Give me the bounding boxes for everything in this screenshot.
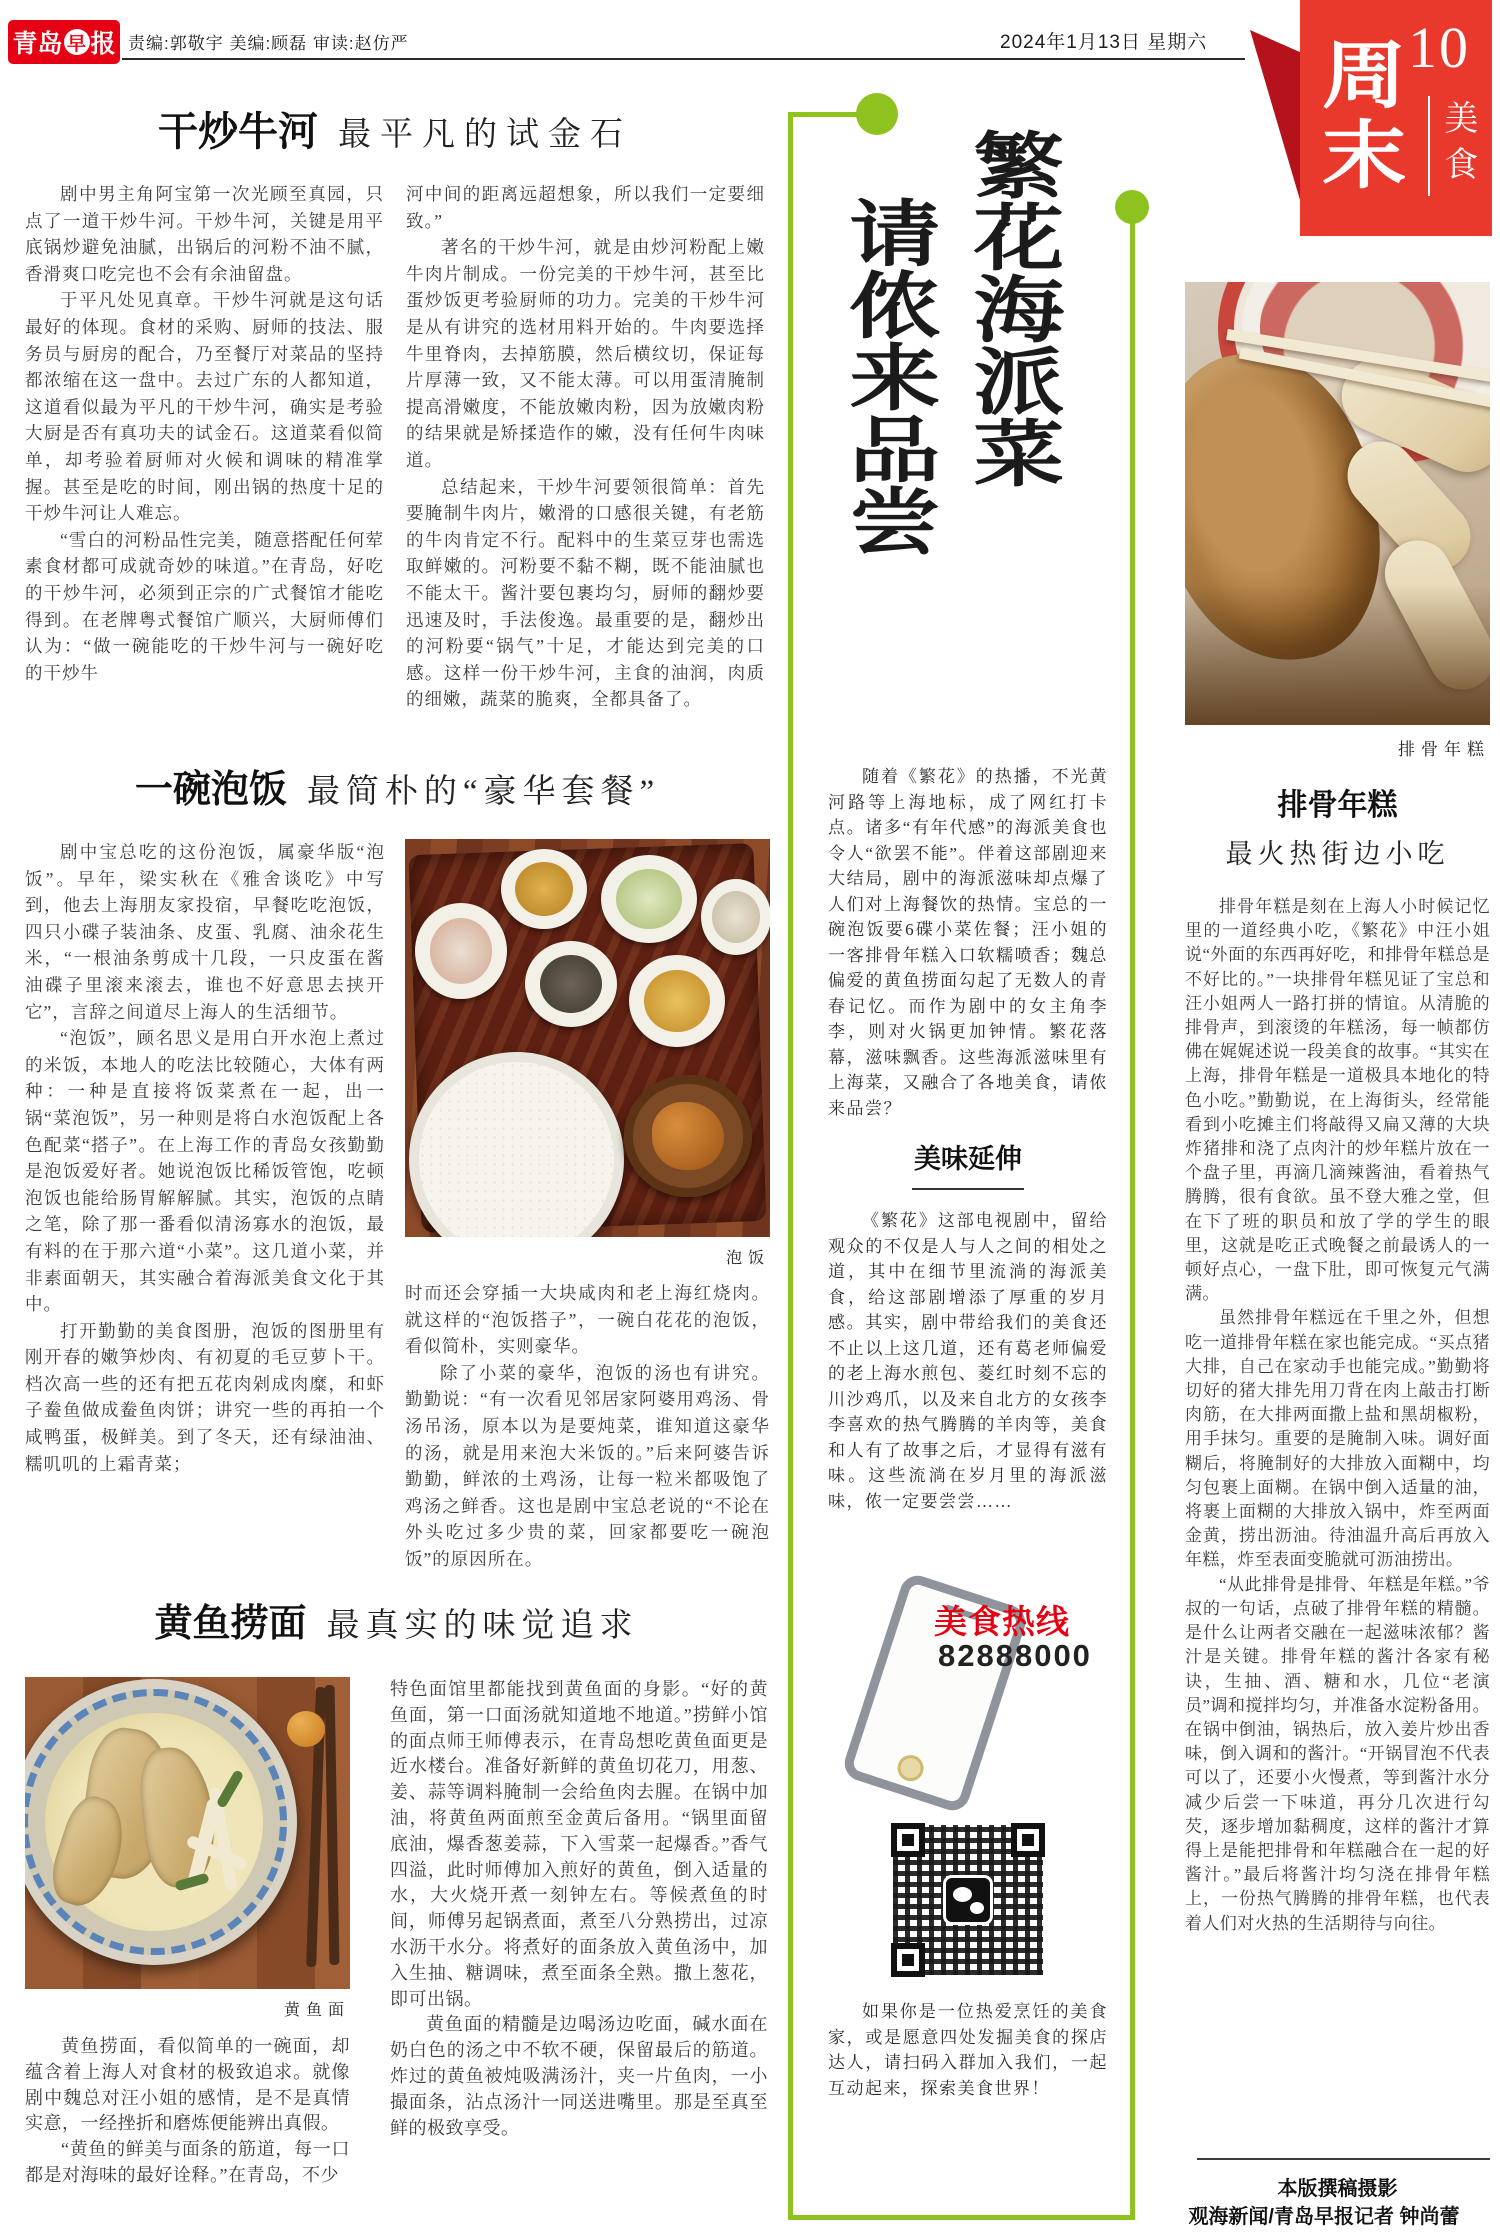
- body-paragraph: 剧中男主角阿宝第一次光顾至真园，只点了一道干炒牛河。干炒牛河，关键是用平底锅炒避免油腻，出锅后的河粉不油不腻，香滑爽口吃完也不会有余油留盘。: [25, 184, 384, 284]
- credit-line: 观海新闻/青岛早报记者 钟尚蕾: [1188, 2206, 1460, 2228]
- masthead-logo: [8, 20, 120, 64]
- article-title: 黄鱼捞面: [154, 1603, 307, 1645]
- body-paragraph: 剧中宝总吃的这份泡饭，属豪华版“泡饭”。早年，梁实秋在《雅舍谈吃》中写到，他去上海朋友家投宿，早餐吃吃泡饭，四只小碟子装油条、皮蛋、乳腐、油氽花生米，“一根油条剪成十几段，一只皮蛋在酱油碟子里滚来滚去，谁也不好意思去挟开它”，言辞之间道尽上海人的生活细节。: [25, 842, 385, 1022]
- body-paragraph: “黄鱼的鲜美与面条的筋道，每一口都是对海味的最好诠释。”在青岛，不少: [25, 2139, 350, 2185]
- green-frame-bottom: [788, 2215, 1135, 2220]
- extend-section-title: 美味延伸: [914, 1144, 1022, 1174]
- green-dot: [1115, 190, 1149, 224]
- side-dish: [525, 941, 617, 1027]
- article-paigu-body: [1185, 895, 1490, 2145]
- banner-section-label: 美食: [1438, 100, 1476, 192]
- sauce-shadow: [1185, 585, 1490, 725]
- article-title: 一碗泡饭: [134, 769, 287, 811]
- body-paragraph: 时而还会穿插一大块咸肉和老上海红烧肉。就这样的“泡饭搭子”，一碗白花花的泡饭，看似简朴，实则豪华。: [405, 1283, 770, 1357]
- article-subtitle: 最真实的味觉追求: [326, 1608, 639, 1644]
- body-paragraph: 特色面馆里都能找到黄鱼面的身影。“好的黄鱼面，第一口面汤就知道地不地道。”捞鲜小馆的面点师王师傅表示，在青岛想吃黄鱼面更是近水楼台。准备好新鲜的黄鱼切花刀，用葱、姜、蒜等调料腌制一会给鱼肉去腥。在锅中加油，将黄鱼两面煎至金黄后备用。“锅里面留底油，爆香葱姜蒜，下入雪菜一起爆香。”香气四溢，此时师傅加入煎好的黄鱼，倒入适量的水，大火烧开煮一刻钟左右。等候煮鱼的时间，师傅另起锅煮面，煮至八分熟捞出，过凉水沥干水分。将煮好的面条放入黄鱼汤中，加入生抽、糖调味，煮至面条全熟。撒上葱花，即可出锅。: [390, 1679, 768, 2009]
- vertical-title-line2: 请侬来品尝: [835, 196, 937, 556]
- logo-text-2: 报: [90, 31, 116, 58]
- article-niuhe-title: [25, 100, 765, 157]
- article-niuhe-col1: [25, 181, 384, 713]
- paigu-photo: [1185, 282, 1490, 725]
- article-paofan-col1: [25, 839, 385, 1573]
- page-number: 10: [1408, 15, 1470, 80]
- body-paragraph: 黄鱼面的精髓是边喝汤边吃面，碱水面在奶白色的汤之中不软不硬，保留最后的筋道。炸过的黄鱼被炖吸满汤汁，夹一片鱼肉，一小撮面条，沾点汤汁一同送进嘴里。那是至真至鲜的极致享受。: [390, 2014, 768, 2138]
- green-frame-top: [788, 112, 862, 117]
- header-rule: [122, 58, 1245, 60]
- side-dish: [415, 903, 507, 999]
- body-paragraph: “雪白的河粉品性完美，随意搭配任何荤素食材都可成就奇妙的味道。”在青岛，好吃的干炒牛河，必须到正宗的广式餐馆才能吃得到。在老牌粤式餐馆广顺兴，大厨师傅们认为：“做一碗能吃的干炒牛河与一碗好吃的干炒牛: [25, 529, 384, 683]
- body-paragraph: 总结起来，干炒牛河要领很简单：首先要腌制牛肉片，嫩滑的口感很关键，有老筋的牛肉肯定不行。配料中的生菜豆芽也需选取鲜嫩的。河粉要不黏不糊，既不能油腻也不能太干。酱汁要包裹均匀，厨师的翻炒要迅速及时，手法俊逸。最重要的是，翻炒出的河粉要“锅气”十足，才能达到完美的口感。这样一份干炒牛河，主食的油润，肉质的细嫩，蔬菜的脆爽，全都具备了。: [406, 476, 765, 710]
- chopstick: [325, 1685, 340, 1965]
- body-paragraph: 排骨年糕是刻在上海人小时候记忆里的一道经典小吃，《繁花》中汪小姐说“外面的东西再好吃，和排骨年糕总是不好比的。”一块排骨年糕见证了宝总和汪小姐两人一路打拼的情谊。从清脆的排骨声，到滚烫的年糕汤，每一帧都仿佛在娓娓述说一段美食的故事。“其实在上海，排骨年糕是一道极具本地化的特色小吃。”勤勤说，在上海街头，经常能看到小吃摊主们将敲得又扁又薄的大块炸猪排和浇了点肉汁的炒年糕片放在一个盘子里，再滴几滴辣酱油，看着热气腾腾，很有食欲。虽不登大雅之堂，但在下了班的职员和放了学的学生的眼里，这就是吃正式晚餐之前最诱人的一顿好点心，一盘下肚，即可恢复元气满满。: [1185, 897, 1490, 1304]
- hotline-label: 美食热线: [934, 1603, 1070, 1640]
- article-subtitle: 最火热街边小吃: [1225, 839, 1450, 869]
- center-feature-column: [822, 120, 1114, 2212]
- credit-line: 本版撰稿摄影: [1277, 2178, 1398, 2200]
- phone-home-button: [894, 1752, 927, 1785]
- date-line: 2024年1月13日 星期六: [1000, 32, 1208, 53]
- body-paragraph: 于平凡处见真章。干炒牛河就是这句话最好的体现。食材的采购、厨师的技法、服务员与厨房的配合，乃至餐厅对菜品的坚持都浓缩在这一盘中。去过广东的人都知道，这道看似最为平凡的干炒牛河，确实是考验大厨是否有真功夫的试金石。这道菜看似简单，却考验着厨师对火候和调味的精准掌握。甚至是吃的时间，刚出锅的热度十足的干炒牛河让人难忘。: [25, 290, 384, 524]
- banner-weekend-label: 周末: [1309, 36, 1403, 196]
- wechat-bubble: [953, 1887, 972, 1902]
- body-paragraph: “泡饭”，顾名思义是用白开水泡上煮过的米饭，本地人的吃法比较随心，大体有两种：一种是直接将饭菜煮在一起，出一锅“菜泡饭”，另一种则是将白水泡饭配上各色配菜“搭子”。在上海工作的青岛女孩勤勤是泡饭爱好者。她说泡饭比稀饭管饱，吃顿泡饭也能给肠胃解解腻。其实，泡饭的点睛之笔，除了那一番看似清汤寡水的泡饭，最有料的在于那六道“小菜”。这几道小菜，并非素面朝天，其实融合着海派美食文化于其中。: [25, 1028, 385, 1315]
- article-huangyu-col2: [390, 1677, 768, 2189]
- side-dish: [601, 855, 697, 943]
- body-paragraph: “从此排骨是排骨、年糕是年糕。”爷叔的一句话，点破了排骨年糕的精髓。是什么让两者交融在一起滋味浓郁？酱汁是关键。排骨年糕的酱汁各家有秘诀，生抽、酒、糖和水，几位“老演员”调和搅拌均匀，并准备水淀粉备用。在锅中倒油，锅热后，放入姜片炒出香味，倒入调和的酱汁。“开锅冒泡不代表可以了，还要小火慢煮，等到酱汁水分减少后尝一下味道，再分几次进行勾芡，逐步增加黏稠度，这样的酱汁才算得上是能把排骨和年糕融合在一起的好酱汁。”最后将酱汁均匀浇在排骨年糕上，一份热气腾腾的排骨年糕，也代表着人们对火热的生活期待与向往。: [1185, 1574, 1490, 1933]
- editors-line: 责编:郭敬宇 美编:顾磊 审读:赵仿严: [128, 34, 409, 53]
- banner-divider: [1428, 96, 1430, 196]
- logo-circle-char: 早: [64, 29, 90, 55]
- body-paragraph: 虽然排骨年糕远在千里之外，但想吃一道排骨年糕在家也能完成。“买点猪大排，自己在家动手也能完成。”勤勤将切好的猪大排先用刀背在肉上敲击打断肉筋，在大排两面撒上盐和黑胡椒粉，用手抹匀。重要的是腌制入味。调好面糊后，将腌制好的大排放入面糊中，均匀包裹上面糊。在锅中倒入适量的油，将裹上面糊的大排放入锅中，炸至两面金黄，捞出沥油。待油温升高后再放入年糕，炸至表面变脆就可沥油捞出。: [1185, 1308, 1490, 1570]
- side-dish: [629, 955, 725, 1047]
- hotline-number: 82888000: [938, 1638, 1092, 1673]
- body-paragraph: 河中间的距离远超想象，所以我们一定要细致。”: [406, 184, 765, 231]
- huangyu-photo: [25, 1677, 350, 1989]
- wechat-bubble: [970, 1902, 984, 1914]
- article-subtitle: 最简朴的“豪华套餐”: [306, 774, 661, 810]
- article-huangyu: [25, 1592, 768, 2189]
- article-paofan: [25, 758, 770, 1573]
- hotline-block: [822, 1580, 1114, 1805]
- article-paigu: [1185, 282, 1490, 2145]
- photo-caption: 泡饭: [725, 1250, 770, 1267]
- feature-lead-paragraph: 随着《繁花》的热播，不光黄河路等上海地标，成了网红打卡点。诸多“有年代感”的海派美食也令人“欲罢不能”。伴着这部剧迎来大结局，剧中的海派滋味却点爆了人们对上海餐饮的热情。宝总的一碗泡饭要6碟小菜佐餐；汪小姐的一客排骨年糕入口软糯喷香；魏总偏爱的黄鱼捞面勾起了无数人的青春记忆。而作为剧中的女主角李李，则对火锅更加钟情。繁花落幕，滋味飘香。这些海派滋味里有上海菜，又融合了各地美食，请侬来品尝？: [828, 767, 1108, 1118]
- stew-bowl: [624, 1075, 752, 1197]
- qr-invite-text: 如果你是一位热爱烹饪的美食家，或是愿意四处发掘美食的探店达人，请扫码入群加入我们，一起互动起来，探索美食世界！: [828, 2002, 1108, 2098]
- feature-vertical-title: [822, 120, 1114, 720]
- qr-finder: [891, 1823, 925, 1857]
- side-dish: [501, 849, 587, 929]
- paofan-photo: [405, 839, 770, 1237]
- vertical-title-line1: 繁花海派菜: [959, 128, 1061, 488]
- article-title: 干炒牛河: [158, 110, 318, 154]
- article-title: 排骨年糕: [1277, 789, 1398, 822]
- green-frame-right: [1130, 207, 1135, 2220]
- footer-rule: [1197, 2158, 1490, 2160]
- qr-finder: [1011, 1823, 1045, 1857]
- article-paofan-title: [25, 758, 770, 813]
- body-paragraph: 除了小菜的豪华，泡饭的汤也有讲究。勤勤说：“有一次看见邻居家阿婆用鸡汤、骨汤吊汤，原本以为是要炖菜，谁知道这豪华的汤，就是用来泡大米饭的。”后来阿婆告诉勤勤，鲜浓的土鸡汤，让每一粒米都吸饱了鸡汤之鲜香。这也是剧中宝总老说的“不论在外头吃过多少贵的菜，回家都要吃一碗泡饭”的原因所在。: [405, 1362, 770, 1569]
- green-frame-left: [788, 112, 793, 2220]
- loquat-fruit: [287, 1711, 325, 1747]
- wechat-icon: [943, 1875, 993, 1925]
- article-niuhe-col2: [406, 181, 765, 713]
- qr-finder: [891, 1943, 925, 1977]
- banner-ribbon: [1250, 30, 1300, 200]
- side-dish: [701, 879, 770, 955]
- photo-caption: 排骨年糕: [1398, 740, 1490, 759]
- article-paofan-col2: [405, 839, 770, 1573]
- body-paragraph: 打开勤勤的美食图册，泡饭的图册里有刚开春的嫩笋炒肉、有初夏的毛豆萝卜干。档次高一些的还有把五花肉剁成肉糜，和虾子鲞鱼做成鲞鱼肉饼；讲究一些的再拍一个咸鸭蛋，极鲜美。到了冬天，还有绿油油、糯叽叽的上霜青菜；: [25, 1320, 385, 1474]
- logo-text-1: 青岛: [12, 31, 63, 58]
- article-subtitle: 最平凡的试金石: [338, 117, 632, 153]
- body-paragraph: 著名的干炒牛河，就是由炒河粉配上嫩牛肉片制成。一份完美的干炒牛河，甚至比蛋炒饭更考验厨师的功力。完美的干炒牛河是从有讲究的选材用料开始的。牛肉要选择牛里脊肉，去掉筋膜，然后横纹切，保证每片厚薄一致，又不能太薄。可以用蛋清腌制提高滑嫩度，不能放嫩肉粉，因为放嫩肉粉的结果就是矫揉造作的嫩，没有任何牛肉味道。: [406, 237, 765, 470]
- extend-title-rule: [912, 1188, 1024, 1190]
- photo-caption: 黄鱼面: [283, 2002, 350, 2019]
- wechat-qr-code: [887, 1819, 1049, 1981]
- body-paragraph: 黄鱼捞面，看似简单的一碗面，却蕴含着上海人对食材的极致追求。就像剧中魏总对汪小姐的感情，是不是真情实意，一经挫折和磨炼便能辨出真假。: [25, 2036, 350, 2134]
- extend-section-body: 《繁花》这部电视剧中，留给观众的不仅是人与人之间的相处之道，其中在细节里流淌的海派美食，给这部剧增添了厚重的岁月感。其实，剧中带给我们的美食还不止以上这几道，还有葛老师偏爱的老上海水煎包、菱红时刻不忘的川沙鸡爪，以及来自北方的女孩李李喜欢的热气腾腾的羊肉等，美食和人有了故事之后，才显得有滋有味。这些流淌在岁月里的海派滋味，侬一定要尝尝……: [828, 1211, 1108, 1511]
- article-huangyu-title: [25, 1592, 768, 1647]
- article-huangyu-col1: [25, 1677, 350, 2189]
- article-niuhe: [25, 100, 765, 713]
- section-banner: [1300, 0, 1492, 236]
